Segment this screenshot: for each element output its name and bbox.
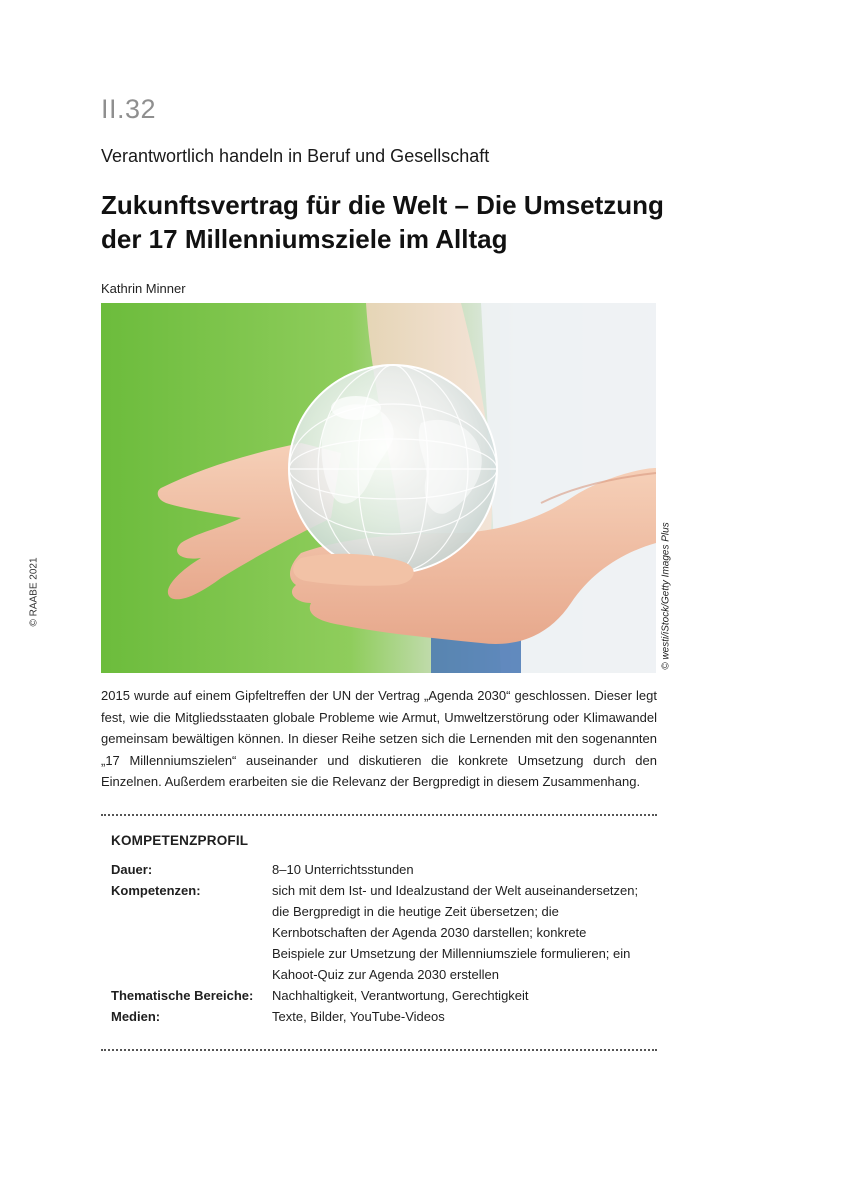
- competence-profile: [111, 833, 651, 1027]
- profile-row-competences: [111, 880, 651, 985]
- profile-row-duration: [111, 859, 651, 880]
- profile-label: Medien:: [111, 1009, 161, 1024]
- photo-credit: © westi/iStock/Getty Images Plus: [660, 522, 672, 670]
- globe-in-hands-photo: [101, 303, 656, 673]
- author-name: Kathrin Minner: [101, 281, 186, 296]
- hero-image: [101, 303, 656, 673]
- profile-value: Texte, Bilder, YouTube-Videos: [272, 1009, 445, 1024]
- profile-row-media: [111, 1006, 651, 1027]
- profile-value: 8–10 Unterrichtsstunden: [272, 862, 414, 877]
- profile-value: Nachhaltigkeit, Verantwortung, Gerechtigkeit: [272, 988, 529, 1003]
- intro-paragraph: 2015 wurde auf einem Gipfeltreffen der UN der Vertrag „Agenda 2030“ geschlossen. Dieser legt fest, wie die Mitgliedsstaaten globale Probleme wie Armut, Umweltzerstörung oder Klimawandel gemeinsam bewältigen können. In dieser Reihe setzen sich die Lernenden mit den sogenannten „17 Millenniumszielen“ auseinander und diskutieren die konkrete Umsetzung durch den Einzelnen. Außerdem erarbeiten sie die Relevanz der Bergpredigt in diesem Zusammenhang.: [101, 688, 657, 789]
- side-copyright: © RAABE 2021: [28, 557, 40, 627]
- dotted-divider-bottom: [101, 1049, 657, 1051]
- profile-row-topics: [111, 985, 651, 1006]
- profile-label: Dauer:: [111, 862, 153, 877]
- page-title: Zukunftsvertrag für die Welt – Die Umsetzung der 17 Millenniumsziele im Alltag: [101, 190, 664, 254]
- profile-label: Thematische Bereiche:: [111, 988, 254, 1003]
- profile-label: Kompetenzen:: [111, 883, 201, 898]
- profile-value: sich mit dem Ist- und Idealzustand der Welt auseinandersetzen; die Bergpredigt in die heutige Zeit übersetzen; die Kernbotschaften der Agenda 2030 darstellen; konkrete Beispiele zur Umsetzung der Millenniumsziele formulieren; ein Kahoot-Quiz zur Agenda 2030 erstellen: [272, 883, 639, 982]
- section-subtitle: Verantwortlich handeln in Beruf und Gesellschaft: [101, 146, 490, 166]
- profile-heading: KOMPETENZPROFIL: [111, 833, 249, 848]
- section-number: II.32: [101, 94, 157, 124]
- dotted-divider-top: [101, 814, 657, 816]
